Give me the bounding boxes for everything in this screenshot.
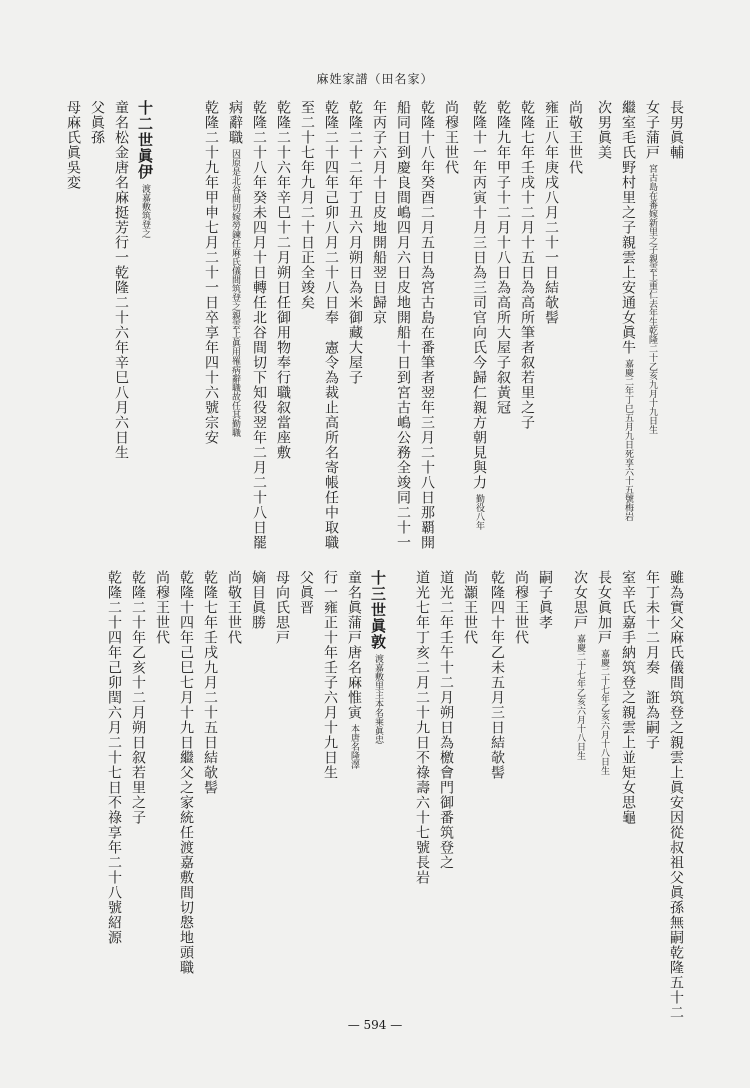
entry-text: 雖為實父麻氏儀間筑登之親雲上眞安因從叔祖父眞孫無嗣乾隆五十二 bbox=[668, 570, 684, 1020]
entry-text: 乾隆二十二年丁丑六月朔日為米御藏大屋子 bbox=[347, 100, 363, 385]
entry-text: 尚灝王世代 bbox=[462, 570, 478, 645]
genealogy-entry bbox=[620, 570, 636, 825]
genealogy-entry bbox=[644, 100, 660, 434]
entry-text: 乾隆十四年己巳七月十九日繼父之家統任渡嘉敷間切慇地頭職 bbox=[178, 570, 194, 975]
entry-text: 行一雍正十年壬子六月十九日生 bbox=[322, 570, 338, 780]
entry-text: 乾隆二十四年己卯閏六月二十七日不祿享年二十八號紹源 bbox=[106, 570, 122, 945]
entry-text: 乾隆二十九年甲申七月二十一日卒享年四十六號宗安 bbox=[203, 100, 219, 445]
entry-text: 母麻氏眞吳変 bbox=[65, 100, 81, 190]
genealogy-entry bbox=[178, 570, 194, 975]
entry-text: 乾隆十一年丙寅十月三日為三司官向氏今歸仁親方朝見與力 bbox=[471, 100, 487, 490]
genealogy-entry bbox=[346, 570, 362, 769]
entry-annotation: 本唐名隆澤 bbox=[349, 724, 359, 769]
entry-text: 尚敬王世代 bbox=[226, 570, 242, 645]
entry-text: 乾隆二十年乙亥十二月朔日叙若里之子 bbox=[130, 570, 146, 825]
genealogy-entry bbox=[227, 100, 243, 437]
entry-text: 船同日到慶良間嶋四月六日皮地開船十日到宮古嶋公務全竣同二十一 bbox=[395, 100, 411, 550]
genealogy-entry bbox=[250, 570, 266, 630]
genealogy-entry bbox=[567, 100, 583, 175]
entry-text: 乾隆九年甲子十二月十八日為高所大屋子叙黃冠 bbox=[495, 100, 511, 415]
genealogy-entry bbox=[65, 100, 81, 190]
genealogy-entry bbox=[89, 100, 105, 145]
entry-text: 至二十七年九月二十日正全竣矣 bbox=[299, 100, 315, 310]
genealogy-entry bbox=[130, 570, 146, 825]
genealogy-entry bbox=[644, 570, 660, 750]
genealogy-entry bbox=[113, 100, 129, 460]
entry-text: 童名松金唐名麻挺芳行一乾隆二十六年辛巳八月六日生 bbox=[113, 100, 129, 460]
genealogy-entry bbox=[419, 100, 435, 550]
entry-text: 病辭職 bbox=[227, 100, 243, 145]
genealogy-entry bbox=[106, 570, 122, 945]
entry-text: 雍正八年庚戌八月二十一日結欹髻 bbox=[543, 100, 559, 325]
generation-heading bbox=[370, 570, 386, 744]
genealogy-entry bbox=[519, 100, 535, 430]
entry-text: 乾隆二十八年癸未四月十日轉任北谷間切下知役翌年二月二十八日罷 bbox=[251, 100, 267, 550]
genealogy-entry bbox=[438, 570, 454, 870]
genealogy-entry bbox=[347, 100, 363, 385]
entry-annotation: 勤役八年 bbox=[474, 494, 484, 530]
entry-annotation: 嘉慶二十七年乙亥六月十八日生 bbox=[575, 634, 585, 760]
genealogy-entry bbox=[596, 570, 612, 775]
genealogy-entry bbox=[202, 570, 218, 795]
entry-text: 次女思戸 bbox=[572, 570, 588, 630]
genealogy-entry bbox=[513, 570, 529, 645]
generation-heading bbox=[137, 100, 153, 238]
genealogy-entry bbox=[275, 100, 291, 460]
entry-text: 長女眞加戸 bbox=[596, 570, 612, 645]
genealogy-entry bbox=[371, 100, 387, 325]
entry-annotation: 嘉慶二十七年乙亥六月十八日生 bbox=[599, 649, 609, 775]
entry-text: 尚穆王世代 bbox=[443, 100, 459, 175]
genealogy-entry bbox=[154, 570, 170, 645]
genealogy-entry bbox=[299, 100, 315, 310]
genealogy-entry bbox=[203, 100, 219, 445]
entry-text: 乾隆十八年癸酉二月五日為宮古島在番筆者翌年三月二十八日那覇開 bbox=[419, 100, 435, 550]
genealogy-entry bbox=[572, 570, 588, 760]
entry-text: 室辛氏嘉手納筑登之親雲上並矩女思龜 bbox=[620, 570, 636, 825]
genealogy-entry bbox=[495, 100, 511, 415]
entry-text: 女子蒲戸 bbox=[644, 100, 660, 160]
genealogy-entry bbox=[298, 570, 314, 615]
entry-text: 尚敬王世代 bbox=[567, 100, 583, 175]
genealogy-entry bbox=[414, 570, 430, 885]
genealogy-entry bbox=[443, 100, 459, 175]
entry-text: 乾隆七年壬戌十二月十五日為高所筆者叙若里之子 bbox=[519, 100, 535, 430]
genealogy-entry bbox=[543, 100, 559, 325]
page-number: — 594 — bbox=[347, 1018, 403, 1032]
entry-text: 十二世眞伊 bbox=[136, 100, 154, 180]
entry-text: 道光七年丁亥二月二十九日不祿壽六十七號長岩 bbox=[414, 570, 430, 885]
entry-text: 童名眞蒲戸唐名麻惟寅 bbox=[346, 570, 362, 720]
entry-text: 十三世眞敦 bbox=[369, 570, 387, 650]
entry-annotation: 渡嘉敷里主本名乘眞忠 bbox=[373, 654, 383, 744]
genealogy-entry bbox=[537, 570, 553, 630]
entry-text: 乾隆二十四年己卯八月二十八日奉 憲令為裁止高所名寄帳任中取職 bbox=[323, 100, 339, 550]
entry-text: 年丙子六月十日皮地開船翌日歸京 bbox=[371, 100, 387, 325]
genealogy-entry bbox=[596, 100, 612, 160]
entry-text: 年丁未十二月奏 誑為嗣子 bbox=[644, 570, 660, 750]
entry-text: 繼室毛氏野村里之子親雲上安通女眞牛 bbox=[620, 100, 636, 355]
genealogy-entry bbox=[668, 100, 684, 160]
entry-text: 尚穆王世代 bbox=[513, 570, 529, 645]
entry-text: 嫡目眞勝 bbox=[250, 570, 266, 630]
genealogy-entry bbox=[668, 570, 684, 1020]
genealogy-entry bbox=[471, 100, 487, 530]
page-title: 麻姓家譜（田名家） bbox=[316, 72, 434, 86]
entry-text: 道光二年壬午十二月朔日為檄會門御番筑登之 bbox=[438, 570, 454, 870]
genealogy-entry bbox=[489, 570, 505, 780]
entry-text: 乾隆二十六年辛巳十二月朔日任御用物奉行職叙當座敷 bbox=[275, 100, 291, 460]
entry-text: 母向氏思戸 bbox=[274, 570, 290, 645]
entry-annotation: 嘉慶二年丁巳五月九日死享六十五號梅岩 bbox=[623, 359, 633, 521]
genealogy-entry bbox=[462, 570, 478, 645]
genealogy-entry bbox=[226, 570, 242, 645]
entry-annotation: 渡嘉敷筑登之 bbox=[140, 184, 150, 238]
entry-text: 乾隆四十年乙未五月三日結欹髻 bbox=[489, 570, 505, 780]
entry-annotation: 宮古島在番嫁新里之子親雲上重仁去年生乾隆二十乙亥九月十九日生 bbox=[647, 164, 657, 434]
entry-text: 長男眞輔 bbox=[668, 100, 684, 160]
genealogy-entry bbox=[322, 570, 338, 780]
genealogy-entry bbox=[274, 570, 290, 645]
entry-text: 尚穆王世代 bbox=[154, 570, 170, 645]
genealogy-entry bbox=[323, 100, 339, 550]
entry-text: 父眞晋 bbox=[298, 570, 314, 615]
genealogy-entry bbox=[251, 100, 267, 550]
entry-text: 嗣子眞孝 bbox=[537, 570, 553, 630]
genealogy-entry bbox=[620, 100, 636, 521]
entry-text: 父眞孫 bbox=[89, 100, 105, 145]
entry-text: 乾隆七年壬戌九月二十五日結欹髻 bbox=[202, 570, 218, 795]
entry-text: 次男眞美 bbox=[596, 100, 612, 160]
entry-annotation: 因原是北谷間切嫁勞鍊任麻氏儀間筑登之親雲上眞用罹病辭職故任其勤職 bbox=[230, 149, 240, 437]
genealogy-entry bbox=[395, 100, 411, 550]
